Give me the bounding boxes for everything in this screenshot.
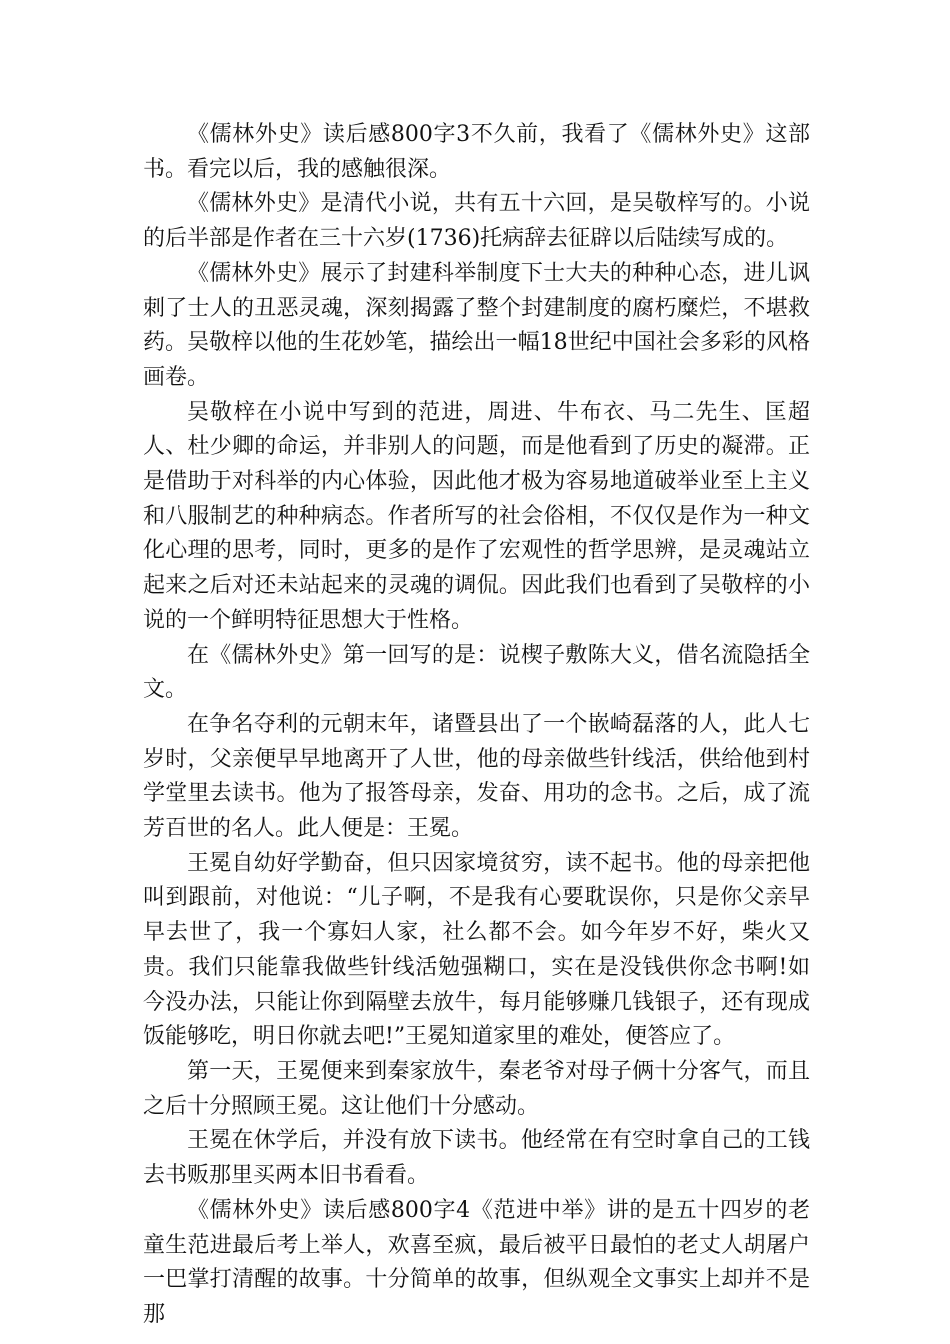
- paragraph: 吴敬梓在小说中写到的范进，周进、牛布衣、马二先生、匡超人、杜少卿的命运，并非别人的问题，而是他看到了历史的凝滞。正是借助于对科举的内心体验，因此他才极为容易地道破举业至上主义和八服制艺的种种病态。作者所写的社会俗相，不仅仅是作为一种文化心理的思考，同时，更多的是作了宏观性的哲学思辨，是灵魂站立起来之后对还未站起来的灵魂的调侃。因此我们也看到了吴敬梓的小说的一个鲜明特征思想大于性格。: [143, 399, 810, 633]
- paragraph: 第一天，王冕便来到秦家放牛，秦老爷对母子俩十分客气，而且之后十分照顾王冕。这让他们十分感动。: [143, 1058, 810, 1119]
- paragraph: 《儒林外史》读后感800字3不久前，我看了《儒林外史》这部书。看完以后，我的感触很深。: [143, 122, 810, 182]
- document-body: [143, 118, 810, 1333]
- paragraph: 《儒林外史》是清代小说，共有五十六回，是吴敬梓写的。小说的后半部是作者在三十六岁(1736)托病辞去征辟以后陆续写成的。: [143, 191, 810, 252]
- paragraph: 《儒林外史》展示了封建科举制度下士大夫的种种心态，进儿讽刺了士人的丑恶灵魂，深刻揭露了整个封建制度的腐朽糜烂，不堪救药。吴敬梓以他的生花妙笔，描绘出一幅18世纪中国社会多彩的风格画卷。: [143, 260, 810, 390]
- paragraph: 在《儒林外史》第一回写的是：说楔子敷陈大义，借名流隐括全文。: [143, 642, 810, 703]
- paragraph: 在争名夺利的元朝末年，诸暨县出了一个嵌崎磊落的人，此人七岁时，父亲便早早地离开了人世，他的母亲做些针线活，供给他到村学堂里去读书。他为了报答母亲，发奋、用功的念书。之后，成了流芳百世的名人。此人便是：王冕。: [143, 711, 810, 842]
- paragraph: 王冕在休学后，并没有放下读书。他经常在有空时拿自己的工钱去书贩那里买两本旧书看看。: [143, 1128, 810, 1189]
- paragraph: 王冕自幼好学勤奋，但只因家境贫穷，读不起书。他的母亲把他叫到跟前，对他说：“儿子啊，不是我有心要耽误你，只是你父亲早早去世了，我一个寡妇人家，社么都不会。如今年岁不好，柴火又贵。我们只能靠我做些针线活勉强糊口，实在是没钱供你念书啊!如今没办法，只能让你到隔壁去放牛，每月能够赚几钱银子，还有现成饭能够吃，明日你就去吧!”王冕知道家里的难处，便答应了。: [143, 850, 810, 1050]
- paragraph: 《儒林外史》读后感800字4《范进中举》讲的是五十四岁的老童生范进最后考上举人，欢喜至疯，最后被平日最怕的老丈人胡屠户一巴掌打清醒的故事。十分简单的故事，但纵观全文事实上却并不是那: [143, 1197, 810, 1327]
